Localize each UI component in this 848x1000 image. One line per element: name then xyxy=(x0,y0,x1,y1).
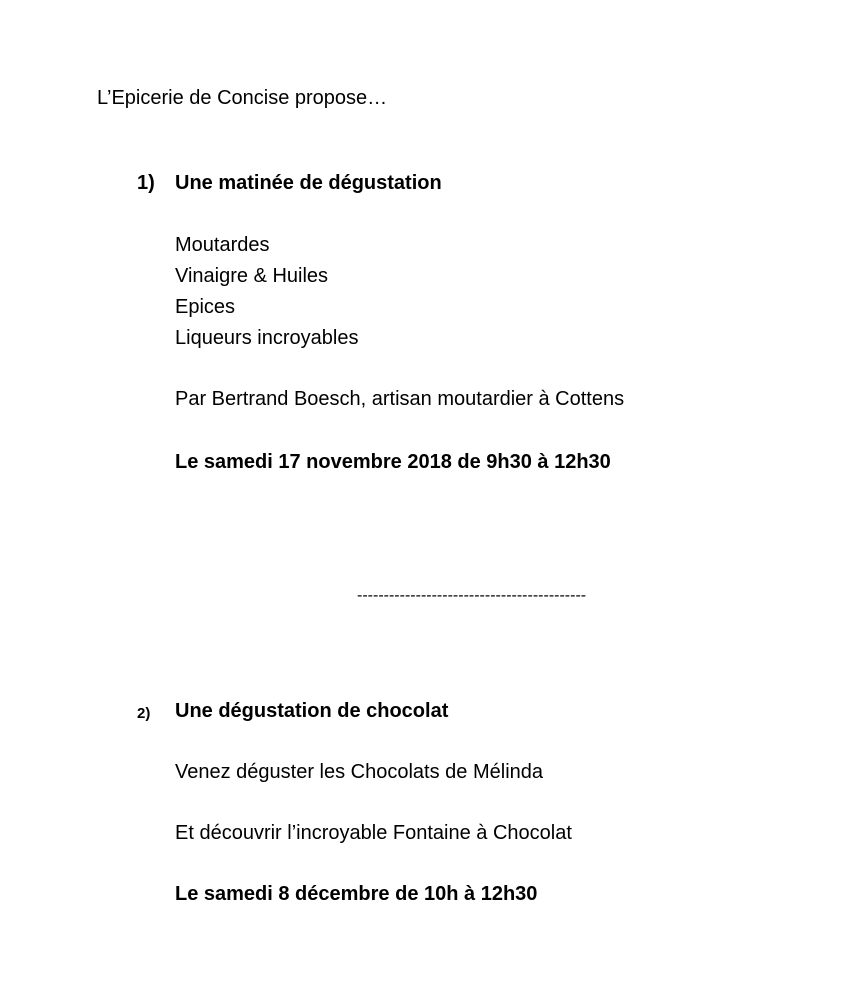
section2-line2: Et découvrir l’incroyable Fontaine à Chocolat xyxy=(175,822,572,844)
section2-title: Une dégustation de chocolat xyxy=(175,700,449,722)
section2-number: 2) xyxy=(137,705,151,722)
section1-item: Epices xyxy=(175,296,236,318)
separator-line: ------------------------------------------- xyxy=(357,587,587,604)
section1-number: 1) xyxy=(137,172,155,194)
section1-item: Moutardes xyxy=(175,234,270,256)
section1-author: Par Bertrand Boesch, artisan moutardier à Cottens xyxy=(175,388,625,410)
section2-line1: Venez déguster les Chocolats de Mélinda xyxy=(175,761,544,783)
section2-date: Le samedi 8 décembre de 10h à 12h30 xyxy=(175,883,538,905)
section1-item: Liqueurs incroyables xyxy=(175,327,359,349)
section1-title: Une matinée de dégustation xyxy=(175,172,442,194)
section1-item: Vinaigre & Huiles xyxy=(175,265,329,287)
intro-text: L’Epicerie de Concise propose… xyxy=(97,87,388,109)
section1-date: Le samedi 17 novembre 2018 de 9h30 à 12h30 xyxy=(175,451,611,473)
